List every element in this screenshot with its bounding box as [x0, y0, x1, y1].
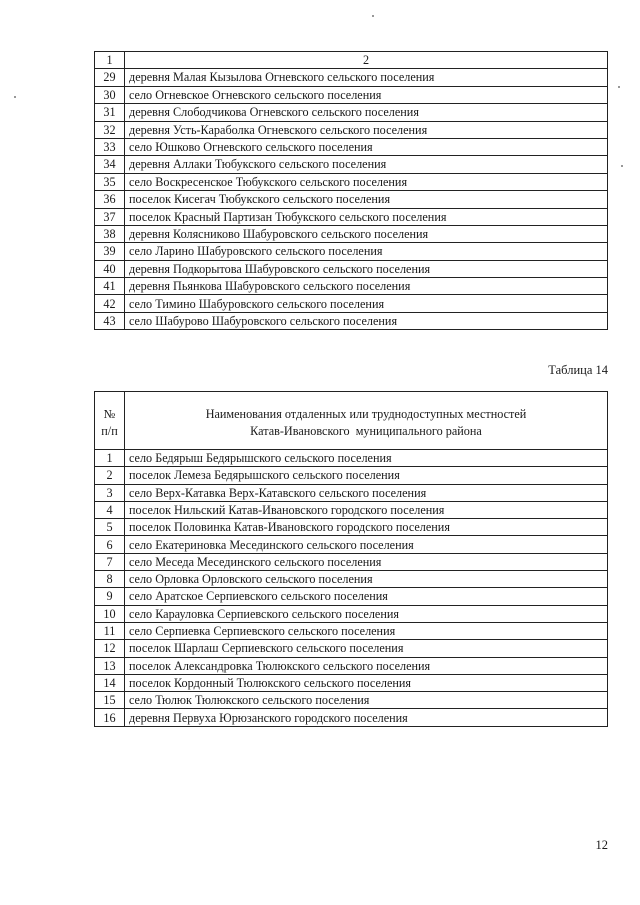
table-row [95, 208, 608, 225]
row-number: 43 [95, 312, 125, 329]
row-number: 37 [95, 208, 125, 225]
scan-speck [372, 15, 374, 17]
table-row [95, 243, 608, 260]
table-row [95, 278, 608, 295]
row-number: 7 [95, 553, 125, 570]
header-number-symbol: № [103, 407, 116, 422]
header-title-cell [125, 392, 608, 450]
locality-name: село Огневское Огневского сельского поселения [125, 86, 608, 103]
table-row [95, 674, 608, 691]
row-number: 16 [95, 709, 125, 726]
row-number: 42 [95, 295, 125, 312]
table-row [95, 501, 608, 518]
page-number: 12 [595, 838, 608, 852]
table-caption: Таблица 14 [548, 363, 608, 377]
locality-name: поселок Нильский Катав-Ивановского городского поселения [125, 501, 608, 518]
row-number: 30 [95, 86, 125, 103]
locality-name: село Тюлюк Тюлюкского сельского поселения [125, 692, 608, 709]
table-row [95, 484, 608, 501]
table-row [95, 553, 608, 570]
locality-name: село Шабурово Шабуровского сельского поселения [125, 312, 608, 329]
locality-name: поселок Александровка Тюлюкского сельского поселения [125, 657, 608, 674]
locality-name: село Верх-Катавка Верх-Катавского сельского поселения [125, 484, 608, 501]
table-row [95, 467, 608, 484]
table-row [95, 86, 608, 103]
locality-name: деревня Слободчикова Огневского сельского поселения [125, 104, 608, 121]
row-number: 36 [95, 191, 125, 208]
row-number: 4 [95, 501, 125, 518]
scan-speck [14, 96, 16, 98]
locality-name: село Екатериновка Месединского сельского поселения [125, 536, 608, 553]
locality-name: село Бедярыш Бедярышского сельского поселения [125, 450, 608, 467]
locality-name: деревня Пьянкова Шабуровского сельского поселения [125, 278, 608, 295]
row-number: 10 [95, 605, 125, 622]
locality-name: поселок Кордонный Тюлюкского сельского поселения [125, 674, 608, 691]
table-row [95, 156, 608, 173]
locality-name: деревня Малая Кызылова Огневского сельского поселения [125, 69, 608, 86]
locality-name: поселок Кисегач Тюбукского сельского поселения [125, 191, 608, 208]
table-row [95, 138, 608, 155]
table-column-numbers-row [95, 52, 608, 69]
table-row [95, 622, 608, 639]
table-row [95, 709, 608, 726]
table-row [95, 640, 608, 657]
locality-name: поселок Половинка Катав-Ивановского городского поселения [125, 519, 608, 536]
locality-name: поселок Лемеза Бедярышского сельского поселения [125, 467, 608, 484]
table-row [95, 260, 608, 277]
table-row [95, 121, 608, 138]
locality-name: село Орловка Орловского сельского поселения [125, 571, 608, 588]
column-number-1: 1 [95, 52, 125, 69]
locality-name: село Ларино Шабуровского сельского поселения [125, 243, 608, 260]
table-row [95, 312, 608, 329]
table-14 [94, 391, 608, 727]
row-number: 40 [95, 260, 125, 277]
locality-name: деревня Аллаки Тюбукского сельского поселения [125, 156, 608, 173]
row-number: 13 [95, 657, 125, 674]
row-number: 3 [95, 484, 125, 501]
header-title-line-2: Катав-Ивановского муниципального района [250, 423, 482, 438]
table-row [95, 173, 608, 190]
scan-speck [621, 165, 623, 167]
table-row [95, 571, 608, 588]
table-row [95, 225, 608, 242]
locality-name: село Карауловка Серпиевского сельского поселения [125, 605, 608, 622]
table-row [95, 69, 608, 86]
row-number: 14 [95, 674, 125, 691]
row-number: 39 [95, 243, 125, 260]
table-row [95, 588, 608, 605]
header-number-cell [95, 392, 125, 450]
locality-name: деревня Первуха Юрюзанского городского поселения [125, 709, 608, 726]
locality-name: село Тимино Шабуровского сельского поселения [125, 295, 608, 312]
row-number: 34 [95, 156, 125, 173]
row-number: 33 [95, 138, 125, 155]
table-row [95, 692, 608, 709]
row-number: 41 [95, 278, 125, 295]
locality-name: деревня Подкорытова Шабуровского сельского поселения [125, 260, 608, 277]
row-number: 1 [95, 450, 125, 467]
locality-name: село Юшково Огневского сельского поселения [125, 138, 608, 155]
locality-name: село Аратское Серпиевского сельского поселения [125, 588, 608, 605]
table-row [95, 450, 608, 467]
table-row [95, 605, 608, 622]
table-row [95, 536, 608, 553]
table-row [95, 295, 608, 312]
row-number: 6 [95, 536, 125, 553]
header-title-line-1: Наименования отдаленных или труднодоступных местностей [205, 407, 527, 422]
locality-name: поселок Красный Партизан Тюбукского сельского поселения [125, 208, 608, 225]
row-number: 38 [95, 225, 125, 242]
locality-name: деревня Усть-Караболка Огневского сельского поселения [125, 121, 608, 138]
table-row [95, 657, 608, 674]
locality-name: деревня Колясниково Шабуровского сельского поселения [125, 225, 608, 242]
locality-name: поселок Шарлаш Серпиевского сельского поселения [125, 640, 608, 657]
row-number: 31 [95, 104, 125, 121]
column-number-2: 2 [125, 52, 608, 69]
locality-name: село Воскресенское Тюбукского сельского поселения [125, 173, 608, 190]
row-number: 15 [95, 692, 125, 709]
scan-speck [618, 86, 620, 88]
row-number: 35 [95, 173, 125, 190]
row-number: 11 [95, 622, 125, 639]
row-number: 32 [95, 121, 125, 138]
row-number: 8 [95, 571, 125, 588]
row-number: 9 [95, 588, 125, 605]
table-row [95, 191, 608, 208]
table-row [95, 519, 608, 536]
table-row [95, 104, 608, 121]
row-number: 5 [95, 519, 125, 536]
table-continued [94, 51, 608, 330]
locality-name: село Серпиевка Серпиевского сельского поселения [125, 622, 608, 639]
row-number: 2 [95, 467, 125, 484]
table-header-row [95, 392, 608, 450]
header-number-abbr: п/п [101, 423, 118, 438]
row-number: 12 [95, 640, 125, 657]
locality-name: село Меседа Месединского сельского поселения [125, 553, 608, 570]
row-number: 29 [95, 69, 125, 86]
